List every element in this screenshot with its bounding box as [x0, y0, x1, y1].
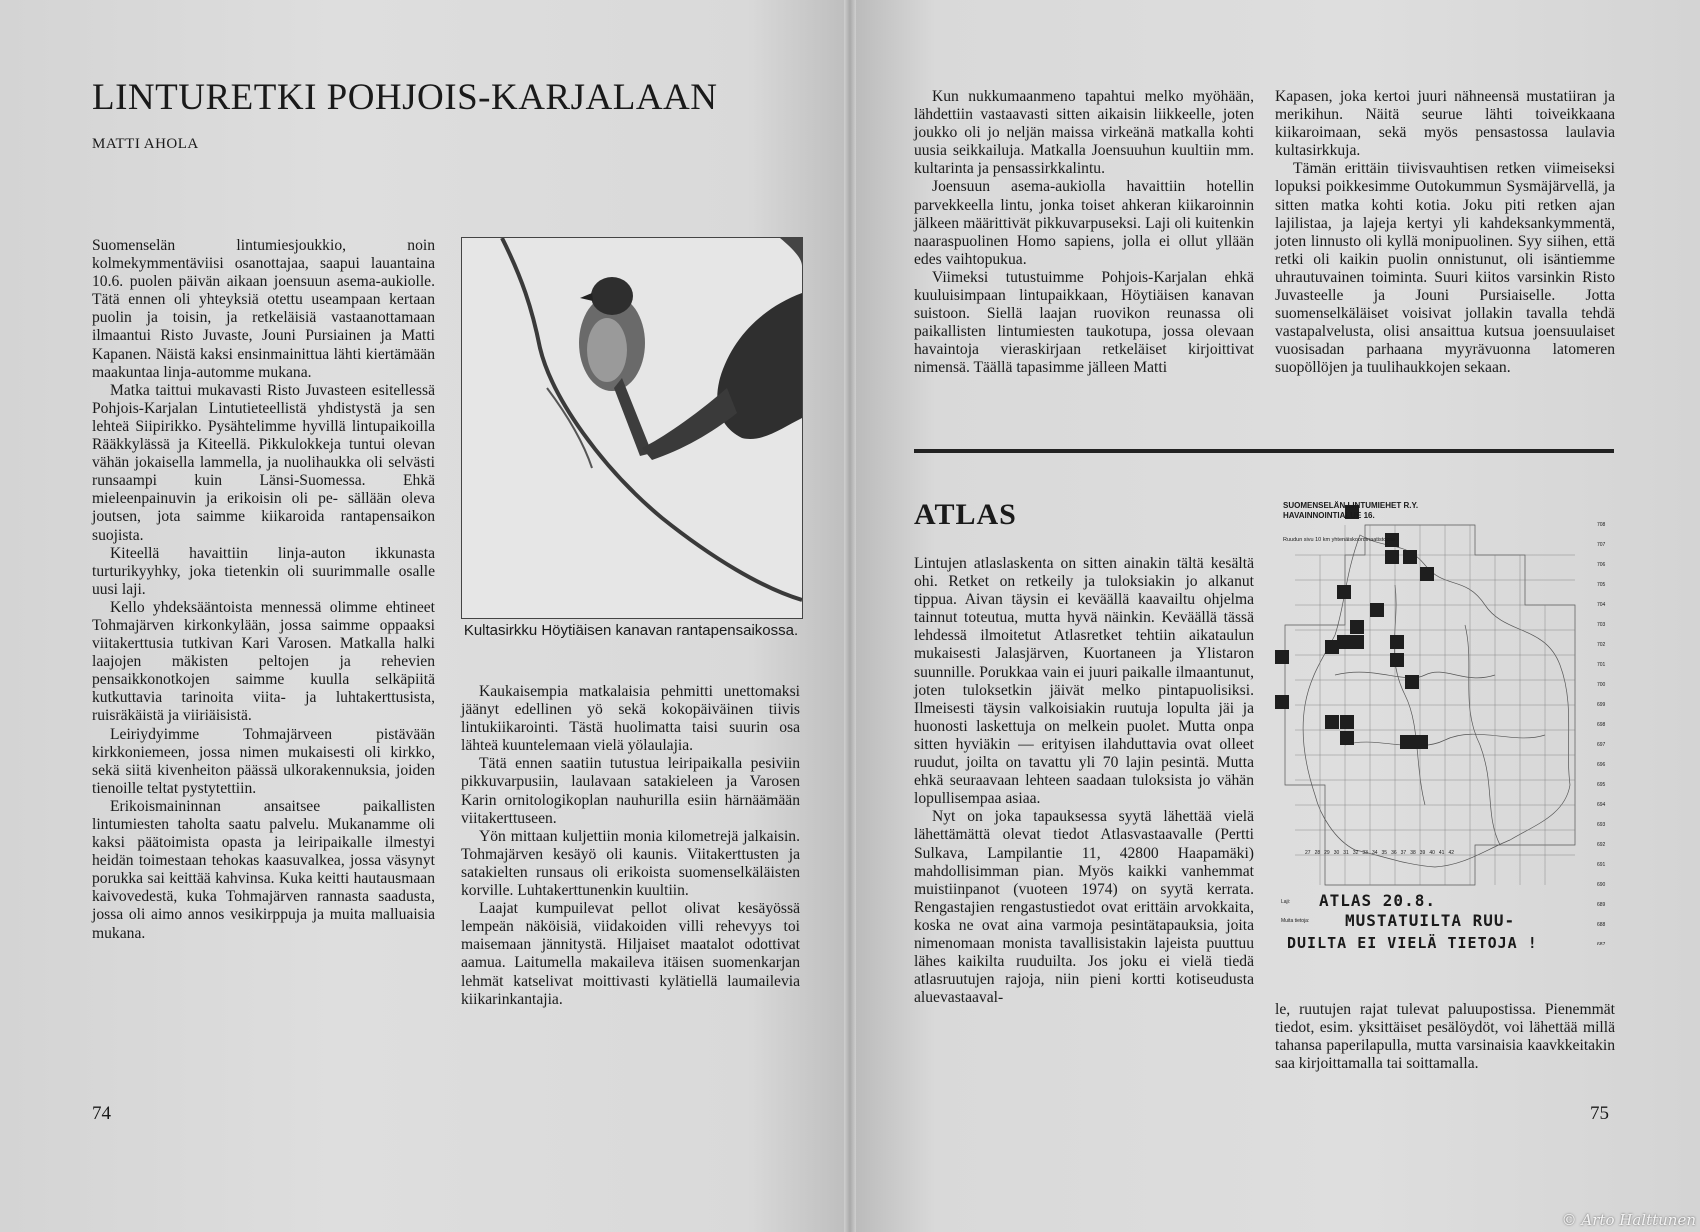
paragraph: Nyt on joka tapauksessa syytä lähettää vielä lähettämättä olevat tiedot Atlasvastaavalle (Pertti Sulkava, Lampilantie 11, 42800 Haapamäki) mahdollisimman pian. Myös kaikki vanhemmat muistiinpanot (vuoteen 1974) on syytä kerrata. Rengastajien rengastustiedot ovat erittäin arvokkaita, koska ne ovat aina varmoja pesintätapauksia, joita nimenomaan monista tavallisistakin lajeista puuttuu lähes kaikilta ruuduilta. Jos joku ei vielä tiedä atlasruutujen rajoja, niin pieni kortti kotiseudusta aluevastaaval- [914, 808, 1254, 1007]
paragraph: le, ruutujen rajat tulevat paluupostissa. Pienemmät tiedot, esim. yksittäiset pesälöydöt, voi lähettää millä tahansa paperilapulla, mutta varsinaisia kaavkkeitakin saa kirjoittamalla tai soittamalla. [1275, 1001, 1615, 1073]
paragraph: Joensuun asema-aukiolla havaittiin hotellin parvekkeella lintu, jonka toiset ahkeran kiikaroinnin jälkeen määrittivät pikkuvarpuseksi. Laji oli kuitenkin naaraspuolinen Homo sapiens, jolla ei ollut yllään edes vaihtopukua. [914, 178, 1254, 268]
paragraph: Kello yhdeksääntoista mennessä olimme ehtineet Tohmajärven kirkonkylään, jossa saimme oppaaksi viitakerttusia tutkivan Kari Varosen. Matkalla halki laajojen mäkisten peltojen ja rehevien pensaikkonotkojen saimme kuulla selkäpiitä kutkuttavia tarinoita viita- ja luhtakerttusista, ruisräkäistä ja viiriäisistä. [92, 598, 435, 725]
map-col-labels: 27 28 29 30 31 32 33 34 35 36 37 38 39 40 41 42 [1305, 850, 1454, 856]
section-divider [914, 449, 1614, 453]
paragraph: Yön mittaan kuljettiin monia kilometrejä jalkaisin. Tohmajärven kesäyö oli kaunis. Viitakerttusten ja satakielten runsaus oli erikoista suomenselkäläisten korville. Luhtakerttunenkin kuultiin. [461, 827, 800, 900]
left-column-1 [92, 237, 435, 943]
map-header-line1: SUOMENSELÄN LINTUMIEHET R.Y. [1283, 501, 1419, 510]
paragraph: Kaukaisempia matkalaisia pehmitti unettomaksi jäänyt edellinen yö sekä kokopäiväinen tiivis lintukiikarointi. Tästä huolimatta taisi suurin osa lähteä kuuntelemaan vielä yölaulajia. [461, 683, 800, 755]
article-author: MATTI AHOLA [92, 136, 199, 152]
right-column-1-top [914, 88, 1254, 378]
book-gutter [844, 0, 856, 1232]
paragraph: Erikoismaininnan ansaitsee paikallisten lintumiesten taholta saatu palvelu. Mukanamme oli kaksi päätoimista opasta ja leiripaikalle ilmestyi heidän toimestaan tehokas kaasuvalkea, jossa väsynyt porukka sai keittää kahvinsa. Kuka keitti hautausmaan kaivovedestä, kuka Tohmajärven rannasta saadusta, jossa oli aimo annos vesikirppuja ja muita malluaisia mukana. [92, 797, 435, 942]
map-header-line2: HAVAINNOINTIALUE 16. [1283, 511, 1375, 520]
right-column-2-top [1275, 88, 1615, 378]
map-scale-note: Ruudun sivu 10 km yhtenäiskoordinaatistossa [1283, 537, 1395, 543]
paragraph: Matka taittui mukavasti Risto Juvasteen esitellessä Pohjois-Karjalan Lintutieteellistä yhdistystä ja sen lehteä Siipirikko. Pysähtelimme hyvillä lintupaikoilla Rääkkylässä ja Kiteellä. Pikkulokkeja tuntui olevan vähän jokaisella lammella, ja nuolihaukka oli selvästi runsaampi kuin Länsi-Suomessa. Ehkä mieleenpainuvin ja erikoisin oli pe- sällään oleva joutsen, jota saimme kiikaroida rantapensaikon suojista. [92, 381, 435, 544]
atlas-column-1 [914, 555, 1254, 1007]
paragraph: Leiriydyimme Tohmajärveen pistävään kirkkoniemeen, jossa nimen mukaisesti oli kirkko, sekä siitä kivenheiton päässä ulkorakennuksia, joiden tienoille teltat pystytettiin. [92, 725, 435, 797]
paragraph: Lintujen atlaslaskenta on sitten ainakin tältä kesältä ohi. Retket on retkeily ja tuloksiakin jo alkanut tippua. Aivan täysin ei keväällä kaavailtu ohjelma tainnut toteutua, mutta hyvä näinkin. Keväällä tässä lehdessä ilmoitetut Atlasretket tehtiin aikataulun mukaisesti Jalasjärven, Kuortaneen ja Ylistaron suunnille. Porukkaa vain ei juuri paikalle ilmaantunut, joten tuloksetkin jäivät melko pintapuolisiksi. Ilmeisesti täysin valkoisiakin ruutuja lopulta jäi ja huonosti laskettuja on melkein puolet. Mutta onpa sitten hyviäkin — erityisen ilahduttavia ovat olleet ruudut, joilta on tavattu yli 70 lajin pesintä. Mutta ehkä seuraavaan lehteen saadaan tuloksista jo vähän lopullisempaa asiaa. [914, 555, 1254, 808]
paragraph: Kapasen, joka kertoi juuri nähneensä mustatiiran ja merikihun. Näitä seurue lähti toiveikkaana kiikaroimaan, sekä myös pensastossa laulavia kultasirkkuja. [1275, 88, 1615, 160]
page-number-right: 75 [1590, 1103, 1609, 1124]
paragraph: Laajat kumpuilevat pellot olivat kesäyössä lempeän näköisiä, viidakoiden villi rehevyys toi maisemaan jännitystä. Hiljaiset maatalot odottivat aamua. Laitumella makaileva itäisen suomenkarjan lehmät katselivat moittivasti kylätiellä laumailevia kiikarinkantajia. [461, 900, 800, 1008]
paragraph: Kun nukkumaanmeno tapahtui melko myöhään, lähdettiin vastaavasti sitten aikaisin liikkeelle, joten joukko oli jo neljän maissa virkeänä matkalla kohti uusia seikkailuja. Matkalla Joensuuhun kuultiin mm. kultarinta ja pensassirkkalintu. [914, 88, 1254, 178]
left-column-2 [461, 683, 800, 1009]
atlas-section-title: ATLAS [914, 498, 1017, 531]
paragraph: Tämän erittäin tiivisvauhtisen retken viimeiseksi lopuksi poikkesimme Outokummun Sysmäjärvellä, ja sitten matka kohti kotia. Joku piti retken ajan lajilistaa, ja lajeja kertyi yli kahdeksankymmentä, joten linnusto oli kyllä monipuolinen. Syy siihen, että retki oli kaikin puolin onnistunut, oli isäntiemme uhrautuvainen toiminta. Suuri kiitos varsinkin Risto Juvasteelle ja Jouni Pursiaiselle. Jotta suomenselkäläiset voisivat jollakin tavalla tehdä vastapalvelusta, olisi ansaittua kutsua joensuulaiset vuosisadan parhaana myyrävuonna latomeren suopöllöjen ja tuulihaukkojen sekaan. [1275, 160, 1615, 377]
paragraph: Suomenselän lintumiesjoukkio, noin kolmekymmentäviisi osanottajaa, saapui lauantaina 10.6. puolen päivän aikaan joensuun asema-aukiolle. Tätä ennen oli yhteyksiä otettu useampaan kertaan puolin ja toisin, ja retkeläisiä vastaanottamaan ilmaantui Risto Juvaste, Jouni Pursiainen ja Matti Kapanen. Näistä kaksi ensinmainittua lähti kiertämään maakuntaa linja-automme mukana. [92, 237, 435, 381]
map-header [1283, 501, 1418, 521]
map-label-laji: Laji: [1281, 899, 1291, 905]
paragraph: Viimeksi tutustuimme Pohjois-Karjalan ehkä kuuluisimpaan lintupaikkaan, Höytiäisen kanavan suistoon. Siellä laajan ruovikon reunassa oli paikallisten lintumiesten taukotupa, jossa olevaan havaintoja vieraskirjaan retkeläiset kirjoittivat nimensä. Täällä tapasimme jälleen Matti [914, 268, 1254, 377]
atlas-grid-map [1275, 495, 1625, 945]
handwritten-line-2: MUSTATUILTA RUU- [1345, 911, 1516, 930]
paragraph: Tätä ennen saatiin tutustua leiripaikalla pesiviin pikkuvarpusiin, laulavaan satakieleen ja Varosen Karin ornitologikoplan nauhurilla esiin härnäämään viitakerttuseen. [461, 755, 800, 827]
atlas-column-2 [1275, 1001, 1615, 1073]
copyright-watermark: © Arto Halttunen [1561, 1211, 1696, 1229]
page-number-left: 74 [92, 1103, 111, 1124]
bird-photo [461, 237, 803, 619]
paragraph: Kiteellä havaittiin linja-auton ikkunasta turturikyyhky, joka tietenkin oli suurimmalle osalle uusi laji. [92, 544, 435, 598]
map-label-muita: Muita tietoja: [1281, 918, 1310, 924]
article-title: LINTURETKI POHJOIS-KARJALAAN [92, 77, 718, 118]
handwritten-line-1: ATLAS 20.8. [1319, 891, 1436, 910]
handwritten-line-3: DUILTA EI VIELÄ TIETOJA ! [1287, 934, 1538, 952]
photo-caption: Kultasirkku Höytiäisen kanavan rantapensaikossa. [463, 622, 799, 639]
grid-map-graphic [1275, 495, 1625, 945]
map-row-labels: 708 707 706 705 704 703 702 701 700 699 698 697 696 695 694 693 692 691 690 689 688 687 [1597, 522, 1606, 945]
